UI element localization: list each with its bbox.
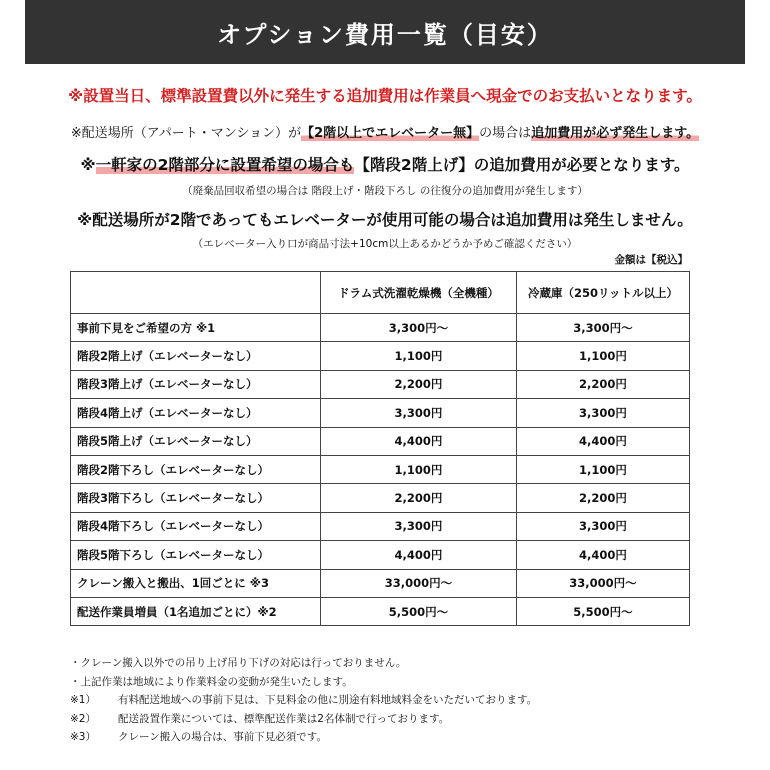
fridge-price-cell: 3,300円 <box>517 399 690 427</box>
item-cell: 階段4階上げ（エレベーターなし） <box>71 399 321 427</box>
table-row <box>71 427 690 455</box>
notice-house-pre: ※ <box>80 156 96 174</box>
item-cell: 階段3階上げ（エレベーターなし） <box>71 370 321 398</box>
fridge-price-cell: 5,500円～ <box>517 597 690 625</box>
footnote-text: ・上記作業は地域により作業料金の変動が発生いたします。 <box>70 675 353 688</box>
item-cell: 階段5階下ろし（エレベーターなし） <box>71 541 321 569</box>
footnote <box>70 691 537 710</box>
table-row <box>71 541 690 569</box>
footnote-mark: ※3） <box>70 731 96 744</box>
page-title: オプション費用一覧（目安） <box>217 20 553 49</box>
footnote-text: 配送設置作業については、標準配送作業は2名体制で行っております。 <box>118 712 450 725</box>
notice-house-highlight: 一軒家の2階部分に設置希望の場合も <box>95 156 355 174</box>
table-row <box>71 314 690 342</box>
notice-elevator: ※配送場所が2階であってもエレベーターが使用可能の場合は追加費用は発生しません。 <box>77 211 693 229</box>
item-cell: クレーン搬入と搬出、1回ごとに ※3 <box>71 569 321 597</box>
washer-price-cell: 5,500円～ <box>321 597 517 625</box>
fridge-price-cell: 1,100円 <box>517 342 690 370</box>
washer-price-cell: 3,300円～ <box>321 314 517 342</box>
table-header-cell: ドラム式洗濯乾燥機（全機種） <box>321 272 517 314</box>
table-row <box>71 597 690 625</box>
footnote <box>70 673 537 692</box>
washer-price-cell: 4,400円 <box>321 427 517 455</box>
footnote-mark: ※1） <box>70 694 96 707</box>
washer-price-cell: 2,200円 <box>321 370 517 398</box>
notice-apartment-highlight-condition: 【2階以上でエレベーター無】 <box>301 126 480 141</box>
item-cell: 事前下見をご希望の方 ※1 <box>71 314 321 342</box>
washer-price-cell: 1,100円 <box>321 455 517 483</box>
washer-price-cell: 1,100円 <box>321 342 517 370</box>
fridge-price-cell: 3,300円～ <box>517 314 690 342</box>
item-cell: 階段5階上げ（エレベーターなし） <box>71 427 321 455</box>
table-row <box>71 370 690 398</box>
notice-apartment-mid: の場合は <box>479 126 532 141</box>
notice-disposal: （廃棄品回収希望の場合は 階段上げ・階段下ろし の往復分の追加費用が発生します） <box>182 185 588 197</box>
notice-apartment-highlight-fee: 追加費用が必ず発生します。 <box>531 126 700 141</box>
footnote-text: クレーン搬入の場合は、事前下見必須です。 <box>118 731 327 744</box>
item-cell: 配送作業員増員（1名追加ごとに）※2 <box>71 597 321 625</box>
table-row <box>71 399 690 427</box>
option-fee-table <box>70 271 690 626</box>
table-header-cell: 冷蔵庫（250リットル以上） <box>517 272 690 314</box>
footnote <box>70 710 537 729</box>
page-header <box>25 0 745 64</box>
item-cell: 階段4階下ろし（エレベーターなし） <box>71 512 321 540</box>
item-cell: 階段2階上げ（エレベーターなし） <box>71 342 321 370</box>
table-row <box>71 569 690 597</box>
footnote <box>70 654 537 673</box>
notice-elevator-size: （エレベーター入り口が商品寸法+10cm以上あるかどうか予めご確認ください） <box>192 238 578 250</box>
fridge-price-cell: 2,200円 <box>517 370 690 398</box>
washer-price-cell: 33,000円～ <box>321 569 517 597</box>
fridge-price-cell: 4,400円 <box>517 541 690 569</box>
item-cell: 階段3階下ろし（エレベーターなし） <box>71 484 321 512</box>
notice-apartment-pre: ※配送場所（アパート・マンション）が <box>70 126 302 141</box>
footnote-text: ・クレーン搬入以外での吊り上げ吊り下げの対応は行っておりません。 <box>70 657 407 669</box>
washer-price-cell: 4,400円 <box>321 541 517 569</box>
notice-house <box>0 153 770 175</box>
notice-house-post: 【階段2階上げ】の追加費用が必要となります。 <box>354 156 690 174</box>
washer-price-cell: 2,200円 <box>321 484 517 512</box>
table-header-cell <box>71 272 321 314</box>
table-row <box>71 342 690 370</box>
table-row <box>71 455 690 483</box>
washer-price-cell: 3,300円 <box>321 512 517 540</box>
notice-cash-payment: ※設置当日、標準設置費以外に発生する追加費用は作業員へ現金でのお支払いとなります。 <box>68 87 702 105</box>
fridge-price-cell: 33,000円～ <box>517 569 690 597</box>
fridge-price-cell: 3,300円 <box>517 512 690 540</box>
fridge-price-cell: 1,100円 <box>517 455 690 483</box>
washer-price-cell: 3,300円 <box>321 399 517 427</box>
table-row <box>71 512 690 540</box>
table-row <box>71 484 690 512</box>
tax-note: 金額は【税込】 <box>614 254 688 266</box>
footnotes <box>70 654 537 747</box>
table-header-row <box>71 272 690 314</box>
footnote-mark: ※2） <box>70 712 96 725</box>
item-cell: 階段2階下ろし（エレベーターなし） <box>71 455 321 483</box>
fridge-price-cell: 4,400円 <box>517 427 690 455</box>
notice-apartment <box>0 122 770 141</box>
footnote <box>70 728 537 747</box>
fridge-price-cell: 2,200円 <box>517 484 690 512</box>
footnote-text: 有料配送地域への事前下見は、下見料金の他に別途有料地域料金をいただいております。 <box>118 694 538 707</box>
